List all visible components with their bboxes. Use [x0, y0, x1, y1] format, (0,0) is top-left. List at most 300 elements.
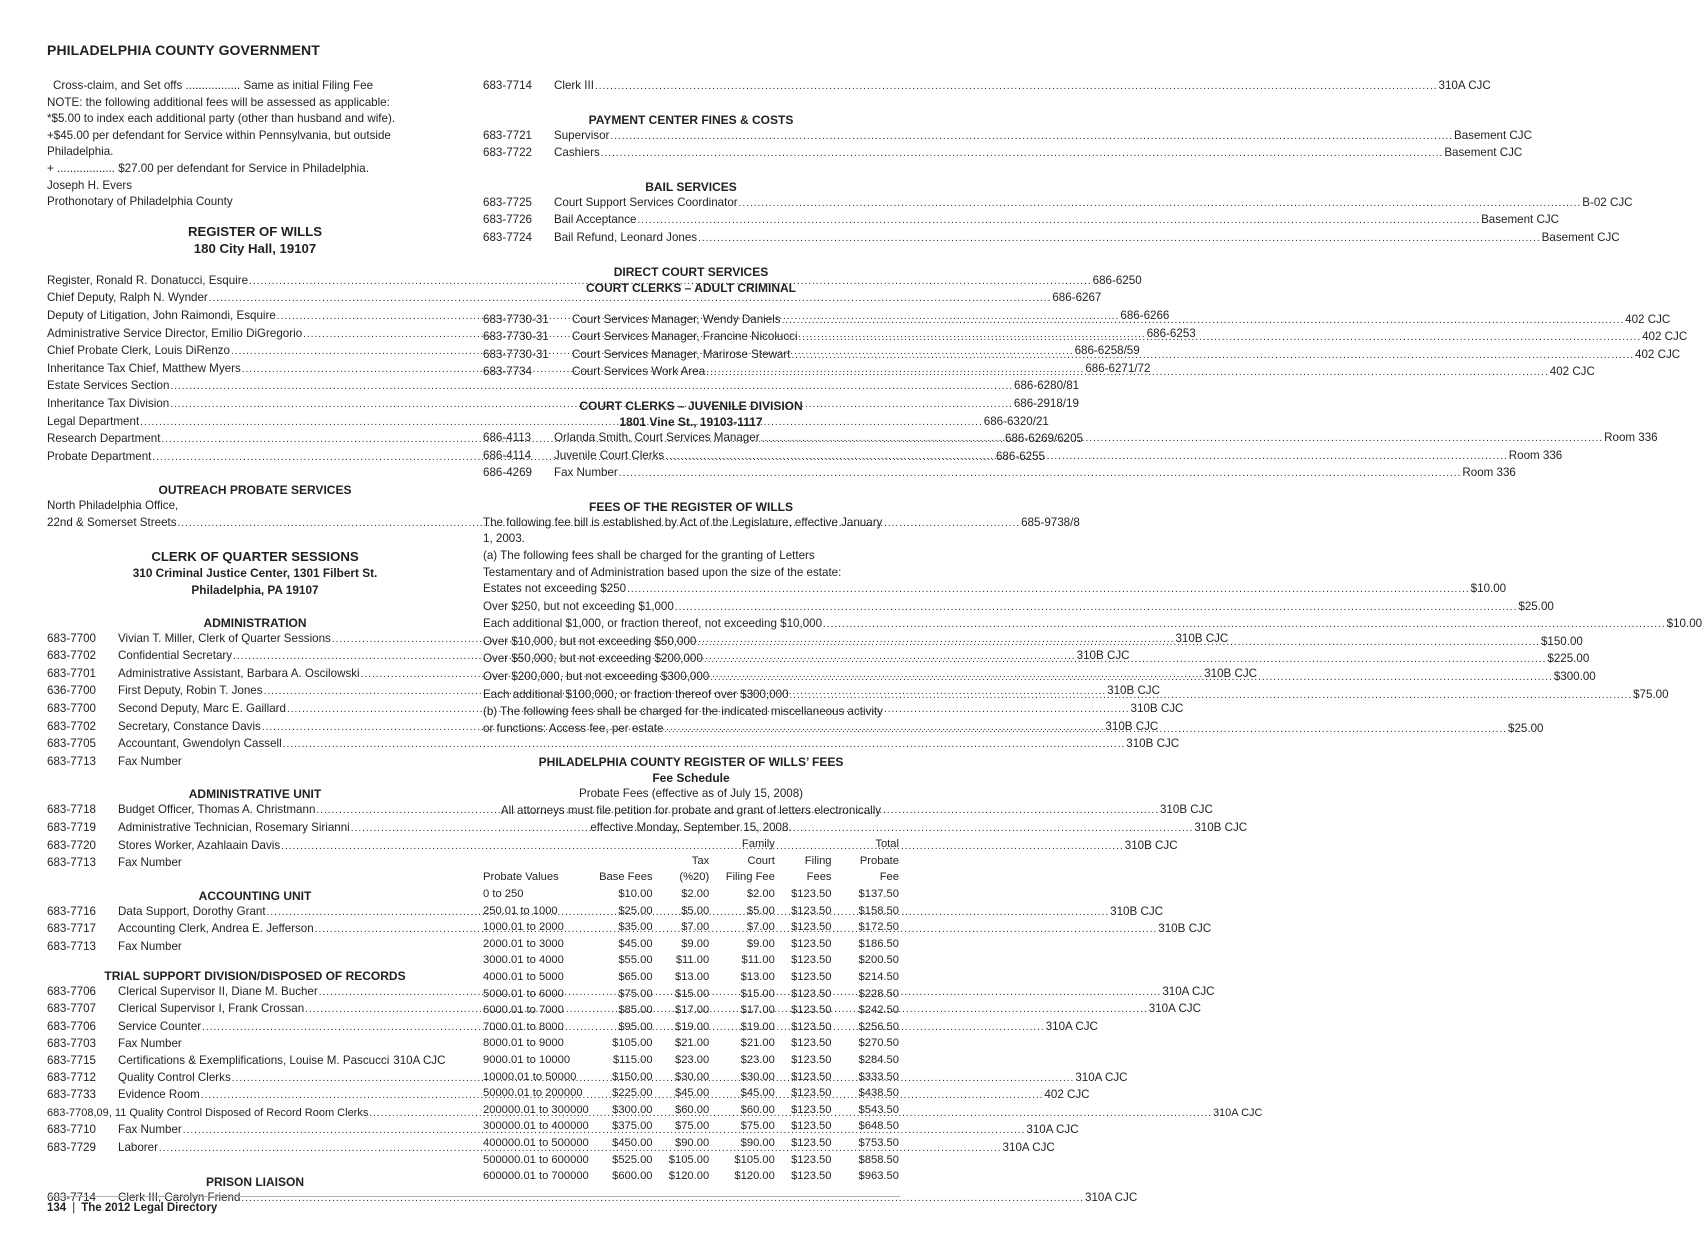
row-label: Clerk III, Carolyn Friend	[118, 1190, 241, 1204]
register-of-wills-title: REGISTER OF WILLS	[187, 223, 323, 239]
table-cell: $158.50	[858, 904, 899, 917]
row-value: 310A CJC	[1002, 1140, 1055, 1154]
table-cell: $7.00	[746, 921, 775, 934]
row-value: 402 CJC	[1642, 330, 1688, 344]
table-row	[483, 936, 899, 953]
directory-row	[47, 290, 1102, 308]
table-cell: $30.00	[740, 1070, 775, 1083]
row-value: 310A CJC	[1075, 1070, 1128, 1084]
row-label: Fax Number	[118, 1037, 182, 1051]
table-header-cell: Total	[875, 838, 899, 851]
table-cell: $648.50	[858, 1120, 899, 1133]
directory-row	[47, 378, 1080, 396]
table-row	[483, 919, 899, 936]
table-header-cell	[483, 853, 589, 870]
phone-code: 683-7702	[47, 649, 96, 663]
table-cell: $23.00	[740, 1053, 775, 1066]
directory-row	[483, 145, 1523, 163]
phone-code: 686-4269	[483, 466, 532, 480]
table-row	[483, 1052, 899, 1069]
row-label: Laborer	[118, 1140, 158, 1154]
table-cell: 250.01 to 1000	[483, 904, 558, 917]
fee-row	[483, 616, 1702, 634]
fee-value: $75.00	[1633, 687, 1669, 701]
phone-code: 686-4114	[483, 448, 532, 462]
table-cell: $19.00	[740, 1020, 775, 1033]
table-cell: $5.00	[746, 904, 775, 917]
table-cell: $123.50	[791, 954, 832, 967]
table-cell: $23.00	[674, 1053, 710, 1066]
table-row	[483, 986, 899, 1003]
table-row	[483, 1035, 899, 1052]
table-cell: $90.00	[674, 1136, 710, 1149]
directory-row	[483, 212, 1560, 230]
page-footer	[47, 1202, 217, 1214]
table-header-cell	[775, 836, 832, 853]
row-value: 686-6271/72	[1085, 361, 1151, 375]
table-cell: $333.50	[858, 1070, 899, 1083]
fee-value: $300.00	[1553, 670, 1596, 684]
table-cell: $200.50	[858, 954, 899, 967]
row-value: Basement CJC	[1541, 230, 1620, 244]
table-cell: $300.00	[612, 1103, 653, 1116]
intro-line: Joseph H. Evers	[47, 178, 133, 192]
table-header-cell	[589, 836, 653, 853]
row-value: 686-6269/6205	[1005, 432, 1084, 446]
table-cell: $17.00	[740, 1004, 775, 1017]
row-label: Fax Number	[118, 754, 182, 768]
row-value: 310A CJC	[1085, 1190, 1138, 1204]
table-cell: $13.00	[740, 970, 775, 983]
table-header-cell: Base Fees	[599, 871, 653, 884]
row-label: Clerical Supervisor I, Frank Crossan	[118, 1002, 305, 1016]
table-cell: $11.00	[675, 954, 710, 967]
prison-liaison-title: PRISON LIAISON	[205, 1174, 304, 1189]
row-value: 686-6250	[1092, 273, 1142, 287]
row-value: 310A CJC	[1212, 1106, 1263, 1119]
table-cell: $270.50	[858, 1037, 899, 1050]
row-label: Estate Services Section	[47, 379, 170, 393]
table-cell: $105.00	[612, 1037, 653, 1050]
table-cell: $105.00	[734, 1153, 775, 1166]
row-value: 310A CJC	[1045, 1019, 1098, 1033]
row-value: 310A CJC	[1026, 1123, 1079, 1137]
juvenile-division-address: 1801 Vine St., 19103-1117	[619, 414, 763, 429]
table-cell: $150.00	[612, 1070, 653, 1083]
row-label: Bail Acceptance	[554, 213, 637, 227]
page-number: 134	[47, 1202, 67, 1214]
directory-row	[47, 736, 1180, 754]
row-label: Register, Ronald R. Donatucci, Esquire	[47, 273, 249, 287]
table-row	[483, 886, 899, 903]
directory-row	[483, 465, 1516, 483]
table-row	[483, 1152, 899, 1169]
phone-code: 683-7729	[47, 1140, 96, 1154]
row-label: Accountant, Gwendolyn Cassell	[118, 737, 282, 751]
row-value: 310A CJC	[1438, 79, 1491, 92]
fee-row	[483, 581, 1507, 599]
table-cell: $120.00	[668, 1170, 710, 1183]
phone-code: 683-7715	[47, 1053, 96, 1067]
row-value: 310B CJC	[1076, 649, 1130, 663]
directory-row	[47, 939, 463, 956]
phone-code: 683-7708,09, 11	[47, 1106, 127, 1119]
table-cell: $214.50	[858, 970, 899, 983]
row-label: Administrative Service Director, Emilio DiGregorio	[47, 326, 303, 340]
row-value: 310A CJC	[393, 1053, 446, 1067]
table-cell: 500000.01 to 600000	[483, 1153, 589, 1166]
table-cell: $105.00	[668, 1153, 710, 1166]
direct-court-services-title: DIRECT COURT SERVICES	[613, 264, 769, 279]
fee-value: $150.00	[1540, 634, 1583, 648]
row-label: Court Support Services Coordinator	[554, 195, 738, 209]
table-header-cell	[483, 836, 589, 853]
row-value: 310A CJC	[1162, 984, 1215, 998]
phone-code: 683-7733	[47, 1088, 96, 1102]
row-label: Fax Number	[118, 1123, 182, 1137]
table-cell: $2.00	[681, 888, 710, 900]
row-label: Administrative Assistant, Barbara A. Oscilowski	[118, 666, 360, 680]
phone-code: 683-7716	[47, 904, 96, 918]
table-header-cell	[589, 853, 653, 870]
table-cell: $19.00	[674, 1020, 710, 1033]
table-cell: $90.00	[740, 1136, 775, 1149]
table-row	[483, 1019, 899, 1036]
table-row	[483, 969, 899, 986]
table-header-cell: (%20)	[679, 871, 710, 884]
publication-title: The 2012 Legal Directory	[81, 1202, 218, 1214]
bail-services-title: BAIL SERVICES	[645, 179, 737, 194]
table-row	[483, 1085, 899, 1102]
table-cell: $123.50	[791, 1103, 832, 1116]
phone-code: 683-7700	[47, 702, 96, 716]
fee-label: Each additional $100,000, or fraction thereof over $300,000	[483, 687, 789, 701]
directory-row	[47, 754, 463, 771]
table-header-row	[483, 853, 899, 870]
fee-label: Over $10,000, but not exceeding $50,000	[483, 634, 697, 648]
phone-code: 683-7713	[47, 939, 96, 953]
row-value: 310B CJC	[1159, 803, 1213, 817]
phone-code: 683-7730-31	[483, 347, 549, 361]
table-cell: 300000.01 to 400000	[483, 1120, 589, 1133]
administration-title: ADMINISTRATION	[203, 615, 307, 630]
table-cell: $123.50	[791, 1053, 832, 1066]
table-row	[483, 952, 899, 969]
table-cell: $123.50	[791, 1037, 832, 1050]
register-of-wills-address: 180 City Hall, 19107	[193, 240, 317, 256]
row-label: 22nd & Somerset Streets	[47, 515, 177, 529]
table-cell: $13.00	[674, 970, 710, 983]
table-row	[483, 1118, 899, 1135]
directory-row	[47, 1053, 463, 1070]
outreach-office: North Philadelphia Office,	[47, 499, 179, 513]
table-cell: $75.00	[674, 1120, 710, 1133]
row-label: Court Services Manager, Wendy Daniels	[572, 312, 781, 326]
phone-code: 683-7706	[47, 984, 96, 998]
phone-code: 683-7707	[47, 1002, 96, 1016]
footer-divider	[47, 1196, 900, 1197]
intro-line: + .................. $27.00 per defendant for Service in Philadelphia.	[47, 161, 369, 175]
phone-code: 683-7726	[483, 213, 532, 227]
row-label: Juvenile Court Clerks	[554, 448, 665, 462]
quarter-sessions-city: Philadelphia, PA 19107	[191, 583, 319, 598]
row-label: Quality Control Disposed of Record Room Clerks	[129, 1106, 369, 1119]
row-value: 686-6258/59	[1074, 344, 1140, 358]
table-cell: $123.50	[791, 921, 832, 934]
table-row	[483, 1002, 899, 1019]
table-cell: $17.00	[674, 1004, 710, 1017]
fee-schedule-note-date: effective Monday, September 15, 2008.	[590, 820, 792, 834]
fee-label: Each additional $1,000, or fraction thereof, not exceeding $10,000	[483, 617, 823, 631]
table-cell: 0 to 250	[483, 888, 524, 900]
payment-center-title: PAYMENT CENTER FINES & COSTS	[588, 112, 794, 127]
table-cell: $15.00	[740, 987, 775, 1000]
table-cell: $137.50	[858, 888, 899, 900]
row-value: 402 CJC	[1044, 1088, 1090, 1102]
table-cell: $284.50	[858, 1053, 899, 1066]
table-cell: $525.00	[612, 1153, 653, 1166]
table-cell: 7000.01 to 8000	[483, 1020, 564, 1033]
table-cell: $375.00	[612, 1120, 653, 1133]
phone-code: 683-7702	[47, 719, 96, 733]
fees-intro-line: 1, 2003.	[483, 532, 525, 546]
table-cell: $11.00	[741, 954, 775, 967]
row-label: Fax Number	[118, 856, 182, 870]
row-value: 310B CJC	[1175, 631, 1229, 645]
row-label: Legal Department	[47, 414, 140, 428]
intro-line: Prothonotary of Philadelphia County	[47, 195, 233, 209]
footer-separator: |	[72, 1202, 76, 1214]
adult-criminal-title: COURT CLERKS – ADULT CRIMINAL	[586, 280, 796, 295]
phone-code: 683-7710	[47, 1123, 96, 1137]
fees-intro-line: The following fee bill is established by Act of the Legislature, effective January	[483, 515, 883, 529]
table-cell: $123.50	[791, 1087, 832, 1100]
row-value: 686-6320/21	[983, 414, 1049, 428]
row-label: Cashiers	[554, 146, 600, 160]
table-cell: 600000.01 to 700000	[483, 1170, 589, 1183]
table-header-cell: Probate	[859, 854, 899, 867]
table-cell: $438.50	[858, 1087, 899, 1100]
phone-code: 683-7701	[47, 666, 96, 680]
table-header-row	[483, 869, 899, 886]
row-value: 310B CJC	[1194, 821, 1248, 834]
row-value: 402 CJC	[1625, 312, 1671, 326]
row-value: Room 336	[1508, 448, 1563, 462]
row-value: 686-6267	[1052, 291, 1102, 305]
phone-code: 636-7700	[47, 684, 96, 698]
fee-value: $225.00	[1547, 652, 1590, 666]
table-cell: $85.00	[618, 1004, 653, 1017]
row-label: Deputy of Litigation, John Raimondi, Esquire	[47, 308, 276, 322]
fee-label: Over $200,000, but not exceeding $300,000	[483, 670, 710, 684]
table-header-cell: Filing	[804, 854, 832, 867]
row-label: Data Support, Dorothy Grant	[118, 904, 266, 918]
table-cell: 50000.01 to 200000	[483, 1087, 583, 1100]
row-value: 310A CJC	[1148, 1002, 1201, 1016]
row-value: 310B CJC	[1158, 922, 1212, 936]
fee-schedule-title: PHILADELPHIA COUNTY REGISTER OF WILLS’ FEES	[538, 755, 844, 770]
table-cell: $123.50	[791, 937, 832, 950]
table-cell: 2000.01 to 3000	[483, 937, 564, 950]
directory-row	[483, 195, 1633, 213]
table-cell: $55.00	[618, 954, 653, 967]
table-cell: $543.50	[858, 1103, 899, 1116]
table-cell: $120.00	[734, 1170, 775, 1183]
directory-row	[47, 855, 463, 872]
row-value: Basement CJC	[1481, 213, 1560, 227]
fee-schedule-note: All attorneys must file petition for probate and grant of letters electronically	[500, 804, 882, 818]
phone-code: 683-7713	[47, 754, 96, 768]
page-header: PHILADELPHIA COUNTY GOVERNMENT	[47, 42, 320, 58]
table-cell: $225.00	[612, 1087, 653, 1100]
fee-schedule-effective: Probate Fees (effective as of July 15, 2008)	[578, 787, 804, 801]
table-header-cell: Filing Fee	[725, 871, 775, 884]
intro-line: Cross-claim, and Set offs ................. Same as initial Filing Fee	[53, 79, 374, 92]
table-cell: $7.00	[681, 921, 710, 934]
fee-schedule-table	[483, 836, 899, 1184]
table-cell: $228.50	[858, 987, 899, 1000]
phone-code: 683-7730-31	[483, 312, 549, 326]
table-cell: $123.50	[791, 888, 832, 900]
table-cell: 5000.01 to 6000	[483, 987, 564, 1000]
phone-code: 683-7706	[47, 1019, 96, 1033]
row-label: Court Services Manager, Marirose Stewart	[572, 347, 791, 361]
phone-code: 683-7705	[47, 737, 96, 751]
table-cell: $30.00	[674, 1070, 710, 1083]
table-cell: $60.00	[674, 1103, 710, 1116]
table-cell: 400000.01 to 500000	[483, 1136, 589, 1149]
row-label: Accounting Clerk, Andrea E. Jefferson	[118, 922, 314, 936]
fee-label: Over $50,000, but not exceeding $200,000	[483, 652, 703, 666]
table-cell: $123.50	[791, 1170, 832, 1183]
row-label: Stores Worker, Azahlaain Davis	[118, 838, 281, 852]
table-cell: 10000.01 to 50000	[483, 1070, 577, 1083]
row-value: 310B CJC	[1124, 838, 1178, 852]
row-value: 686-6266	[1120, 308, 1170, 322]
row-label: Vivian T. Miller, Clerk of Quarter Sessions	[118, 631, 331, 645]
table-header-row	[483, 836, 899, 853]
row-label: Secretary, Constance Davis	[118, 719, 261, 733]
table-cell: $123.50	[791, 1136, 832, 1149]
phone-code: 683-7725	[483, 195, 532, 209]
row-label: Clerical Supervisor II, Diane M. Bucher	[118, 984, 318, 998]
phone-code: 683-7714	[47, 1190, 96, 1204]
table-cell: $21.00	[740, 1037, 775, 1050]
row-value: 310B CJC	[1204, 666, 1258, 680]
trial-support-title: TRIAL SUPPORT DIVISION/DISPOSED OF RECORDS	[104, 968, 406, 983]
table-cell: $75.00	[740, 1120, 775, 1133]
table-cell: $15.00	[674, 987, 710, 1000]
row-label: Bail Refund, Leonard Jones	[554, 230, 698, 244]
table-cell: $172.50	[858, 921, 899, 934]
fee-value: $25.00	[1508, 721, 1544, 735]
fee-label: Estates not exceeding $250	[483, 582, 627, 596]
row-value: Basement CJC	[1454, 128, 1532, 142]
phone-code: 686-4113	[483, 430, 532, 444]
table-header-cell	[653, 836, 710, 853]
table-header-cell: Family	[741, 838, 775, 851]
row-label: Inheritance Tax Division	[47, 396, 170, 410]
row-label: Chief Deputy, Ralph N. Wynder	[47, 291, 208, 305]
table-cell: 1000.01 to 2000	[483, 921, 564, 934]
table-cell: $123.50	[791, 1120, 832, 1133]
intro-line: +$45.00 per defendant for Service within Pennsylvania, but outside	[47, 128, 391, 142]
table-header-cell: Probate Values	[483, 871, 559, 884]
table-cell: $123.50	[791, 970, 832, 983]
table-cell: $450.00	[612, 1136, 653, 1149]
row-value: 402 CJC	[1549, 365, 1595, 379]
table-cell: $123.50	[791, 1153, 832, 1166]
row-value: Basement CJC	[1444, 146, 1523, 160]
table-cell: $123.50	[791, 1020, 832, 1033]
directory-row	[47, 1036, 463, 1053]
intro-line: NOTE: the following additional fees will be assessed as applicable:	[47, 95, 390, 109]
table-row	[483, 1135, 899, 1152]
fee-label: or functions: Access fee, per estate	[483, 721, 664, 735]
phone-code: 683-7717	[47, 922, 96, 936]
fee-label: Over $250, but not exceeding $1,000	[483, 599, 674, 613]
phone-code: 683-7722	[483, 146, 532, 160]
table-row	[483, 1168, 899, 1185]
row-label: Service Counter	[118, 1019, 202, 1033]
table-cell: $123.50	[791, 987, 832, 1000]
table-cell: $75.00	[618, 987, 653, 1000]
row-label: Evidence Room	[118, 1088, 200, 1102]
row-value: 310B CJC	[1107, 684, 1160, 698]
row-value: B-02 CJC	[1582, 195, 1633, 209]
table-cell: $5.00	[681, 904, 710, 917]
table-cell: $45.00	[618, 937, 653, 950]
table-cell: $45.00	[674, 1087, 710, 1100]
fee-schedule-subtitle: Fee Schedule	[652, 771, 730, 786]
table-header-cell: Tax	[691, 854, 710, 867]
table-cell: 8000.01 to 9000	[483, 1037, 564, 1050]
row-value: 686-6280/81	[1014, 379, 1080, 393]
phone-code: 683-7724	[483, 230, 532, 244]
row-label: Clerk III	[554, 79, 594, 92]
table-row	[483, 1102, 899, 1119]
row-label: Fax Number	[554, 466, 618, 480]
row-label: Fax Number	[118, 939, 182, 953]
table-cell: $242.50	[858, 1004, 899, 1017]
table-cell: $95.00	[618, 1020, 653, 1033]
fees-intro-line: Testamentary and of Administration based upon the size of the estate:	[483, 565, 842, 579]
row-value: 685-9738/8	[1021, 515, 1080, 529]
table-cell: $600.00	[612, 1170, 653, 1183]
table-cell: $123.50	[791, 904, 832, 917]
table-row	[483, 903, 899, 920]
table-header-cell: Court	[747, 854, 775, 867]
row-label: Probate Department	[47, 449, 152, 463]
fee-value: $25.00	[1518, 599, 1554, 613]
phone-code: 683-7718	[47, 803, 96, 817]
phone-code: 683-7730-31	[483, 330, 549, 344]
row-label: Certifications & Exemplifications, Louise M. Pascucci	[118, 1053, 390, 1067]
administrative-unit-title: ADMINISTRATIVE UNIT	[188, 787, 322, 802]
table-cell: $9.00	[681, 937, 710, 950]
table-cell: $60.00	[740, 1103, 775, 1116]
quarter-sessions-address: 310 Criminal Justice Center, 1301 Filbert St.	[132, 566, 378, 581]
table-cell: $115.00	[612, 1053, 653, 1066]
row-label: Court Services Work Area	[572, 365, 706, 379]
row-value: 310B CJC	[1126, 737, 1180, 751]
phone-code: 683-7700	[47, 631, 96, 645]
table-cell: $10.00	[618, 888, 653, 900]
table-cell: 3000.01 to 4000	[483, 954, 564, 967]
phone-code: 683-7720	[47, 838, 96, 852]
fee-value: $10.00	[1470, 582, 1507, 596]
row-label: Administrative Technician, Rosemary Sirianni	[118, 821, 350, 834]
